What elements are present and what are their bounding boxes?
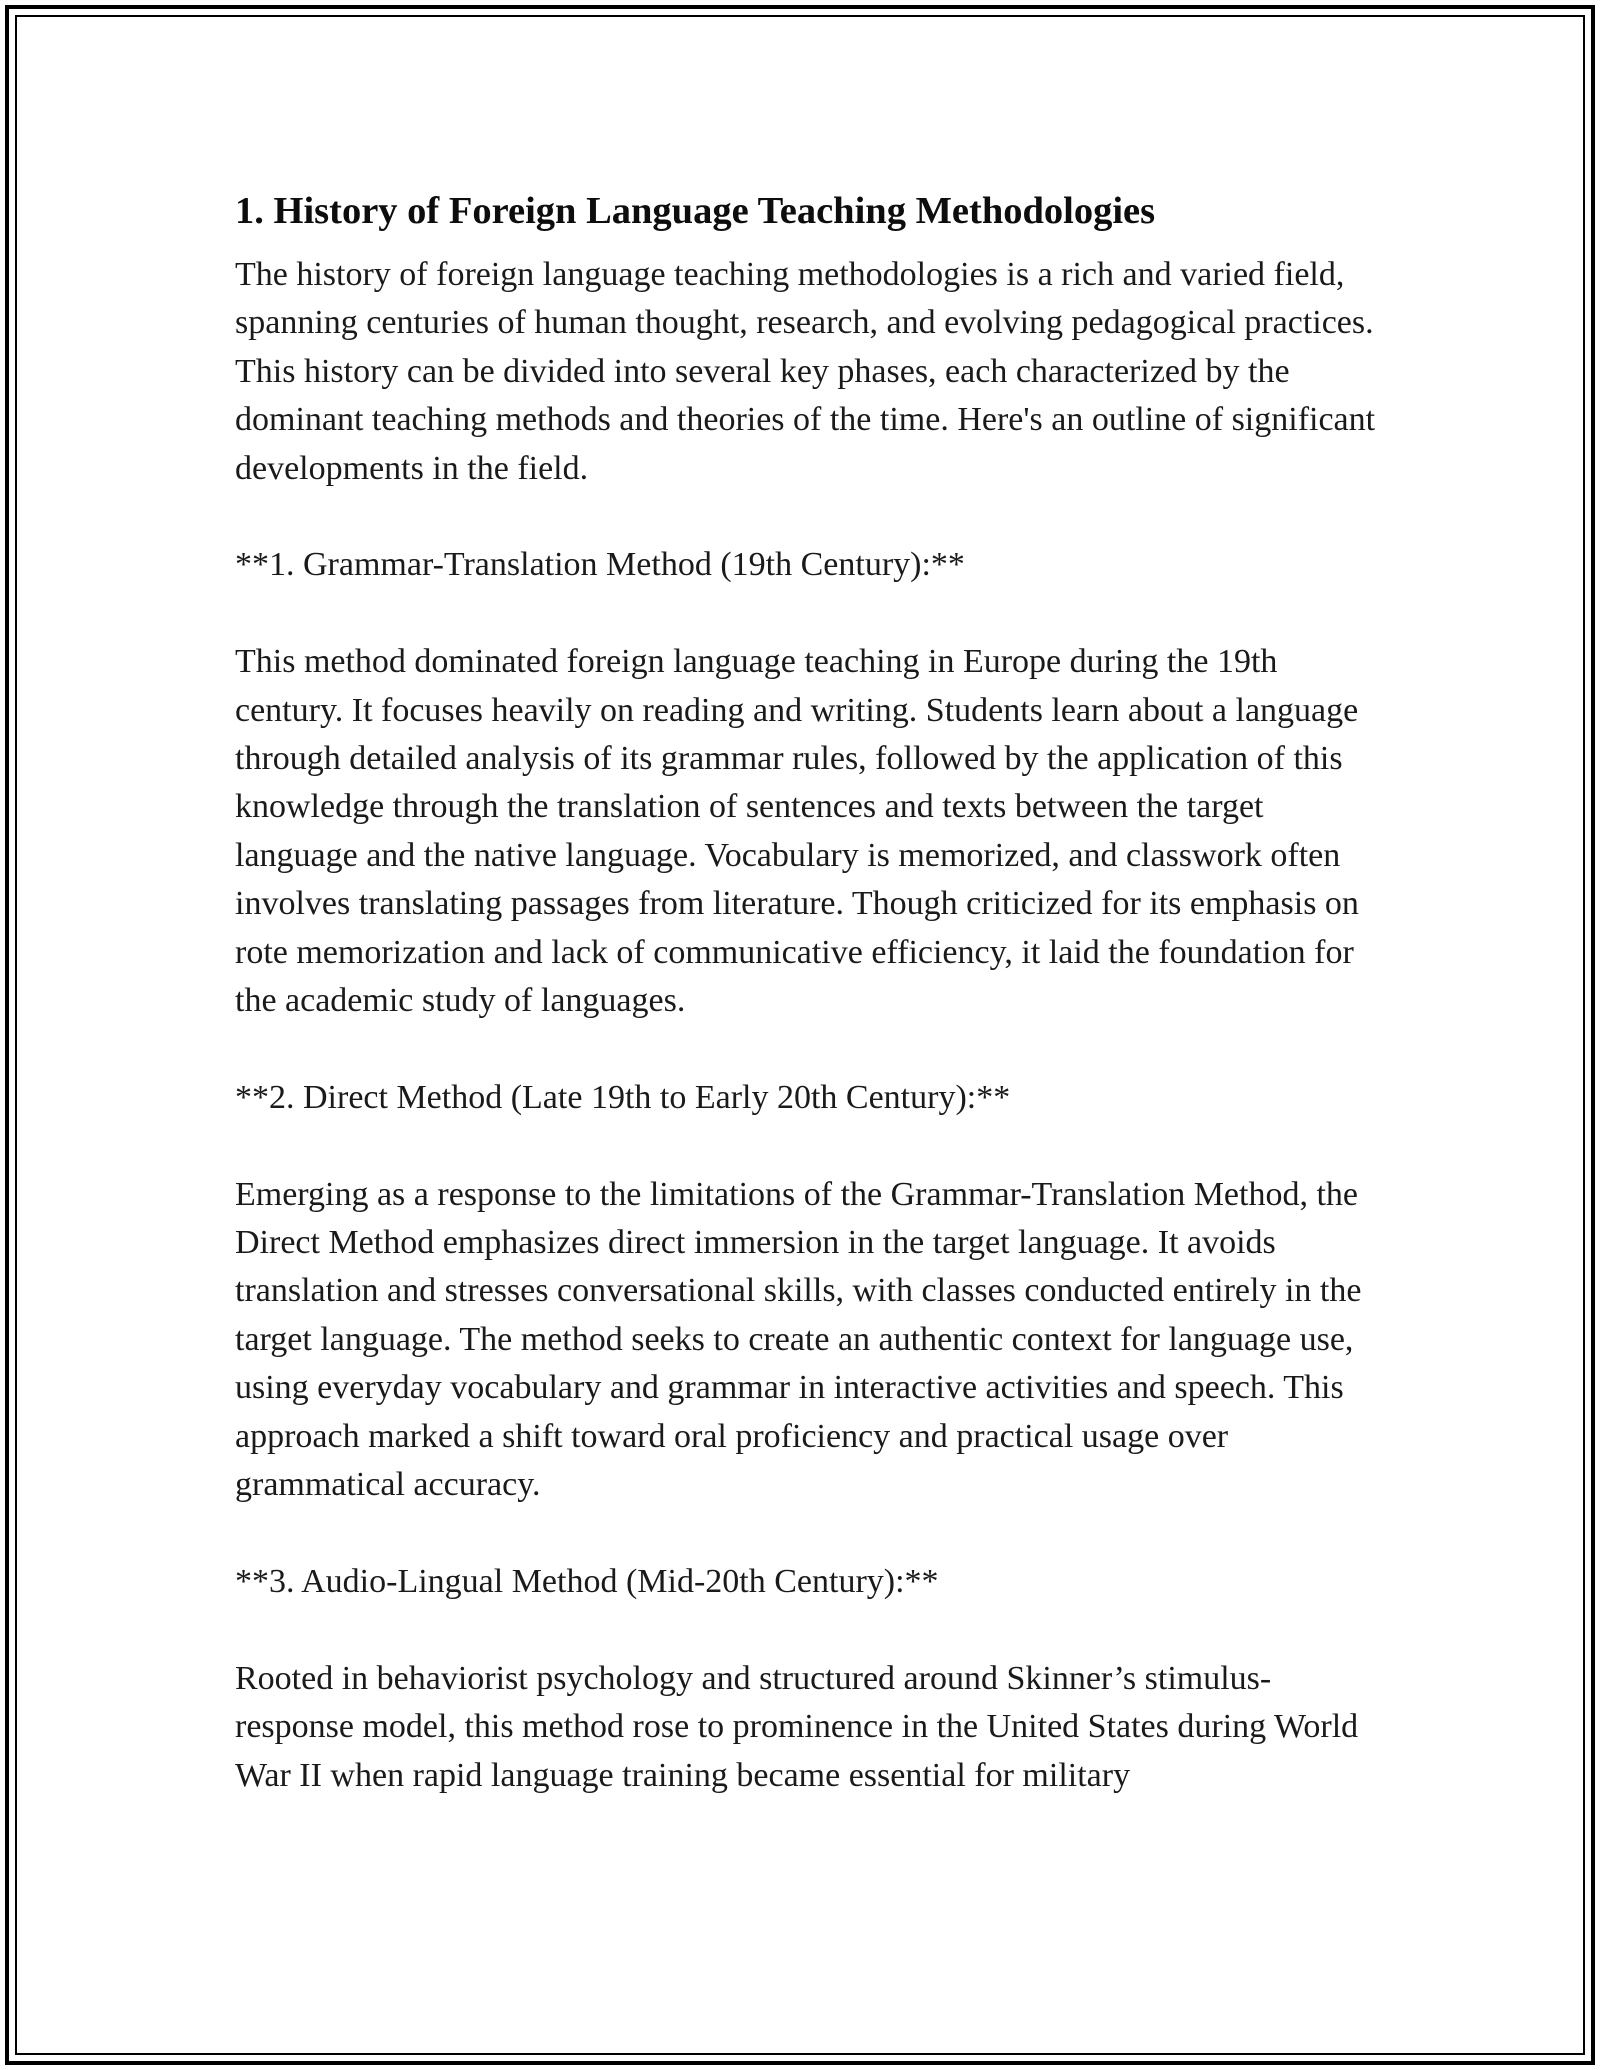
direct-method-paragraph: Emerging as a response to the limitations of the Grammar-Translation Method, the Direct Method emphasizes direct immersion in the target language. It avoids translation and stresses conversational skills, with classes conducted entirely in the target language. The method seeks to create an authentic context for language use, using everyday vocabulary and grammar in interactive activities and speech. This approach marked a shift toward oral proficiency and practical usage over grammatical accuracy. [235,1175,1362,1504]
intro-paragraph: The history of foreign language teaching methodologies is a rich and varied field, spanning centuries of human thought, research, and evolving pedagogical practices. This history can be divided into several key phases, each characterized by the dominant teaching methods and theories of the time. Here's an outline of significant developments in the field. [235,256,1376,487]
grammar-translation-paragraph: This method dominated foreign language teaching in Europe during the 19th century. It focuses heavily on reading and writing. Students learn about a language through detailed analysis of its grammar rules, followed by the application of this knowledge through the translation of sentences and texts between the target language and the native language. Vocabulary is memorized, and classwork often involves translating passages from literature. Though criticized for its emphasis on rote memorization and lack of communicative efficiency, it laid the foundation for the academic study of languages. [235,643,1359,1020]
document-body [235,185,1385,1800]
section-heading: 1. History of Foreign Language Teaching Methodologies [235,190,1156,232]
audio-lingual-paragraph: Rooted in behaviorist psychology and structured around Skinner’s stimulus-response model, this method rose to prominence in the United States during World War II when rapid language training became essential for military [235,1659,1359,1794]
subheading-audio-lingual: **3. Audio-Lingual Method (Mid-20th Century):** [235,1562,939,1600]
subheading-direct-method: **2. Direct Method (Late 19th to Early 20th Century):** [235,1078,1011,1116]
subheading-grammar-translation: **1. Grammar-Translation Method (19th Century):** [235,546,965,584]
